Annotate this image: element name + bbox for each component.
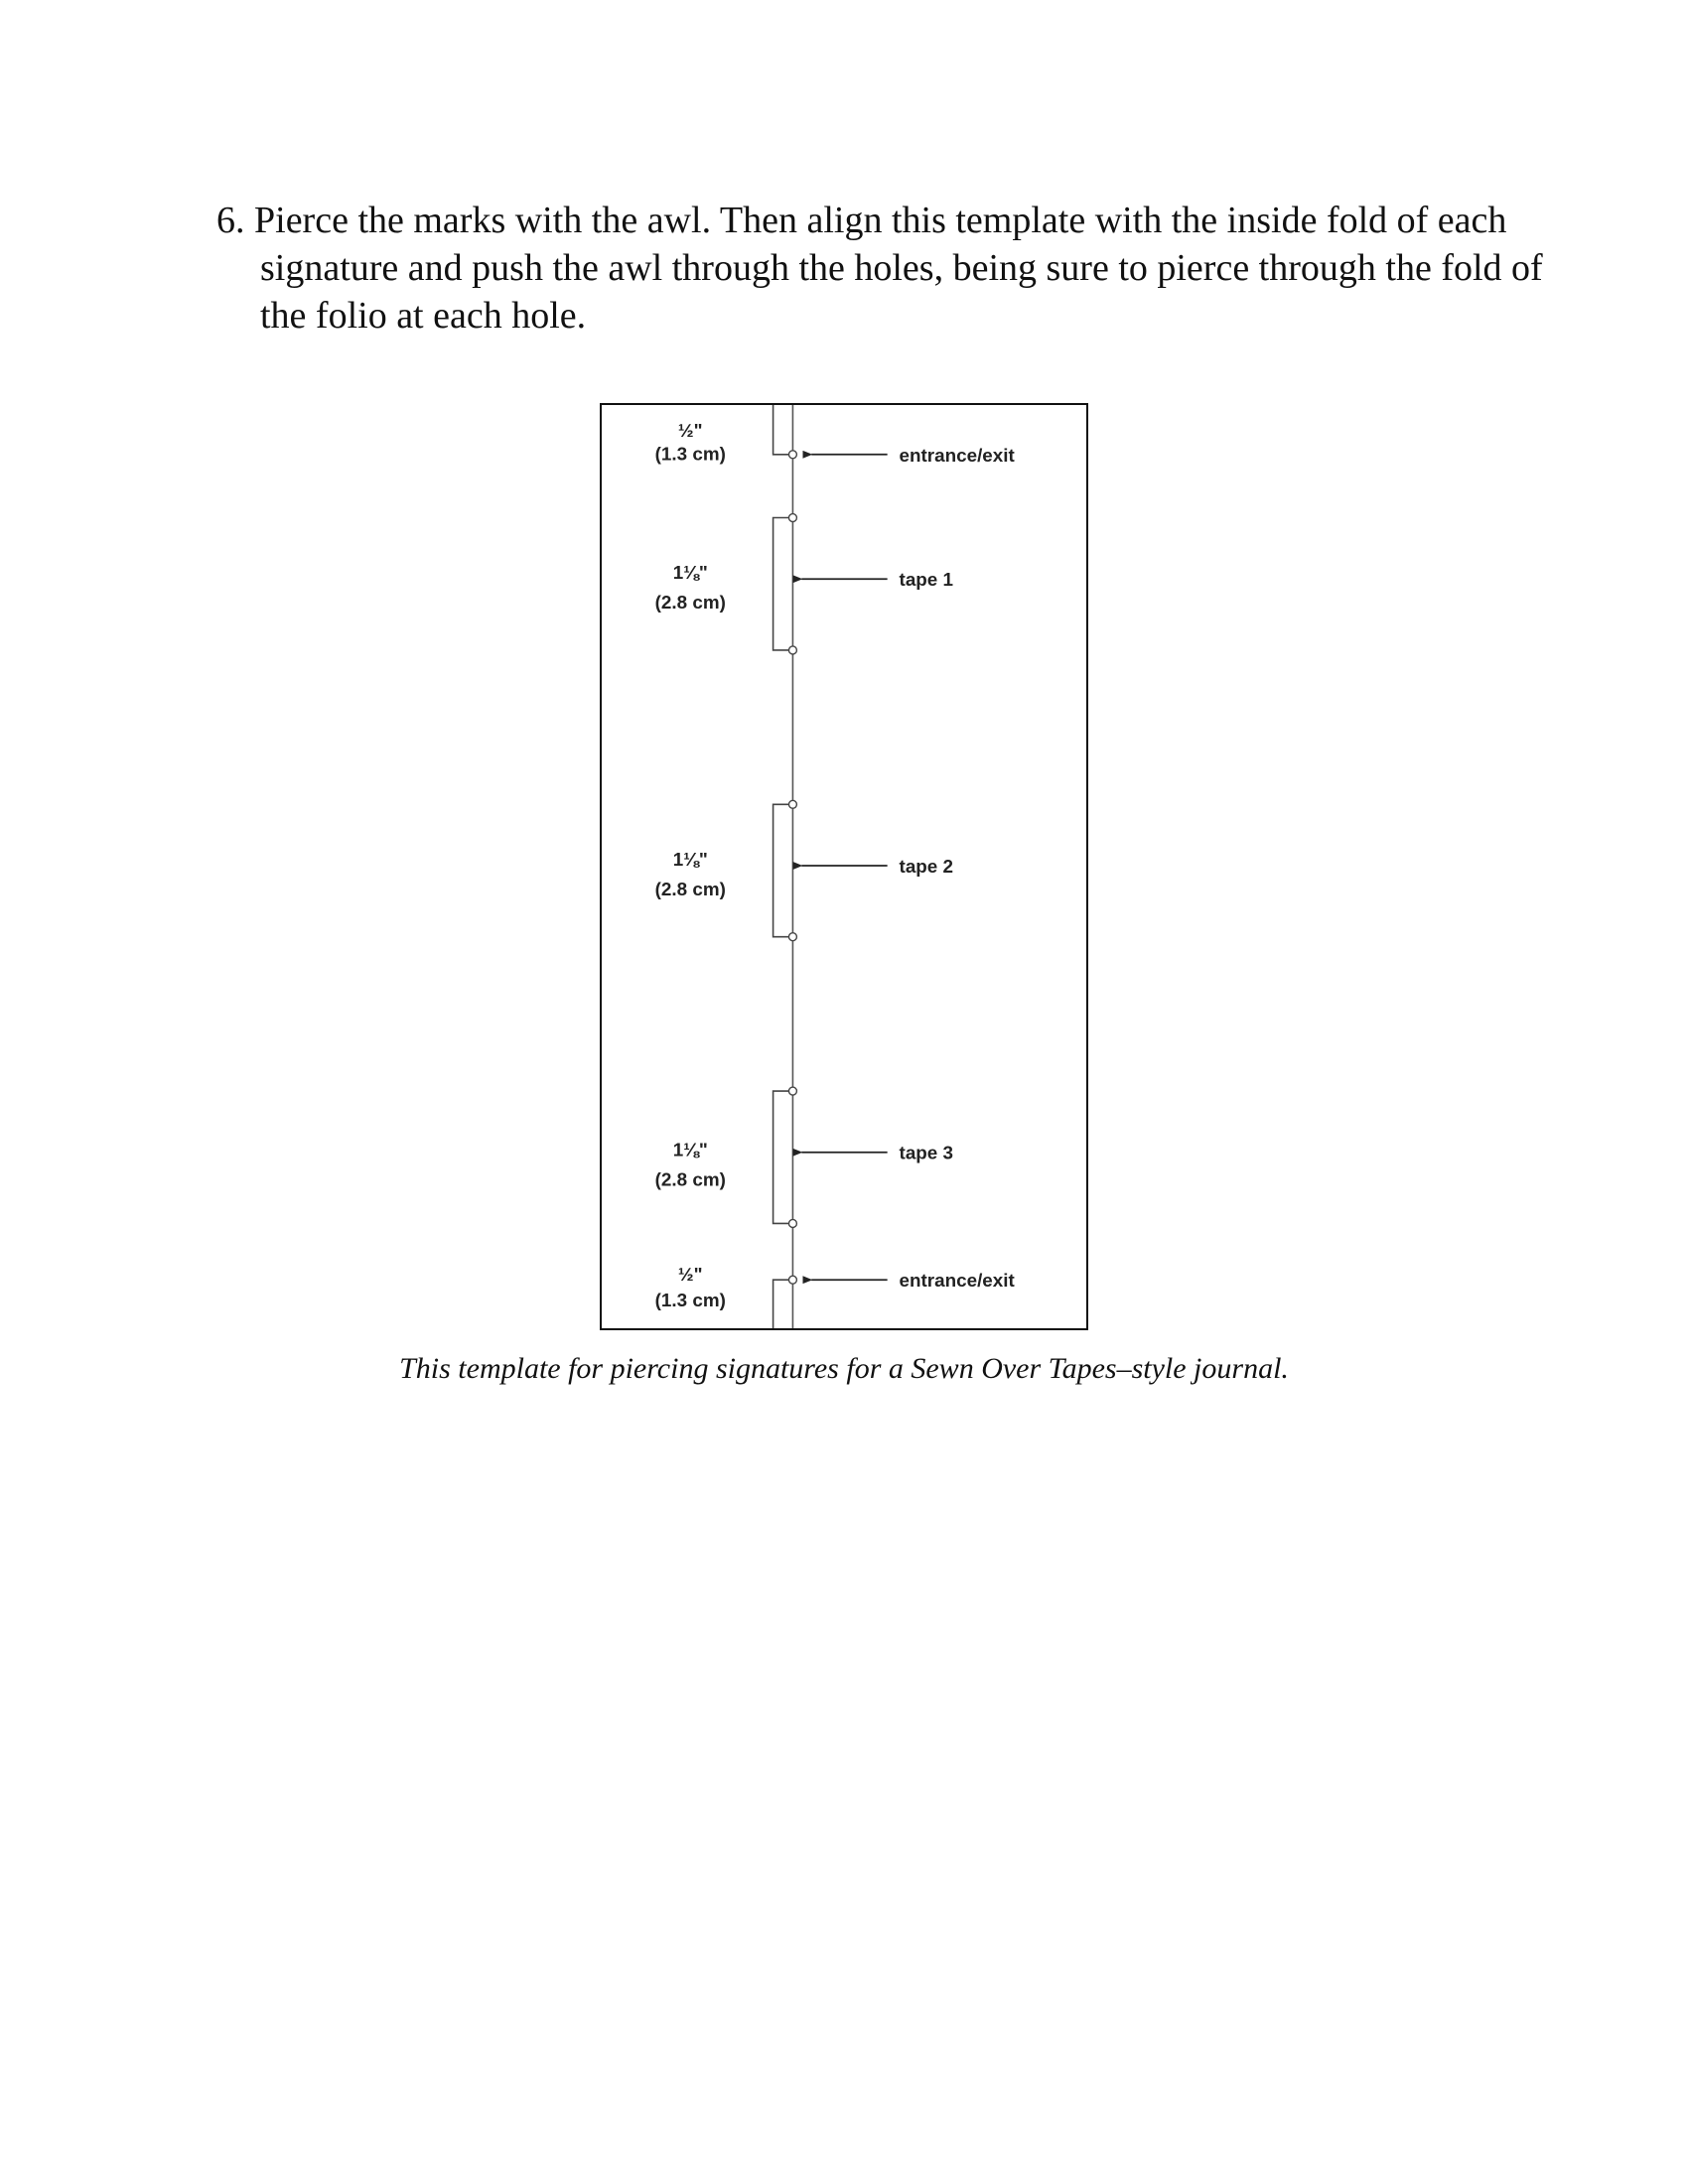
measure-label: 1⅛" [672, 1140, 708, 1161]
hole-tape-1-top [788, 514, 796, 522]
pointer-label-entrance-exit: entrance/exit [899, 1271, 1015, 1293]
hole-tape-2-bottom [788, 933, 796, 941]
bracket-bottom-partial [774, 1280, 793, 1328]
hole-tape-1-bottom [788, 646, 796, 654]
step-number: 6. [216, 200, 245, 241]
bracket-tape-3 [774, 1091, 793, 1223]
measure-label: ½" [677, 420, 703, 442]
step-text: Pierce the marks with the awl. Then align this template with the inside fold of each signature and push the awl through the holes, being sure to pierce through the fold of the folio at each hole. [254, 200, 1543, 337]
piercing-template-diagram [602, 405, 1086, 1328]
pointer-label-entrance-exit: entrance/exit [899, 445, 1015, 467]
figure-caption: This template for piercing signatures for a Sewn Over Tapes–style journal. [399, 1352, 1289, 1385]
measure-label: 1⅛" [672, 849, 708, 872]
bracket-tape-1 [774, 518, 793, 650]
bracket-tape-2 [774, 804, 793, 936]
hole-tape-3-bottom [788, 1219, 796, 1227]
pointer-label-tape-2: tape 2 [899, 856, 954, 878]
metric-label: (1.3 cm) [654, 1291, 726, 1312]
measure-label: 1⅛" [672, 563, 708, 585]
metric-label: (2.8 cm) [654, 1169, 726, 1191]
hole-entrance-bottom [788, 1276, 796, 1284]
hole-entrance-top [788, 451, 796, 459]
measure-label: ½" [677, 1265, 703, 1287]
pointer-label-tape-3: tape 3 [899, 1143, 954, 1164]
metric-label: (2.8 cm) [654, 593, 726, 614]
metric-label: (1.3 cm) [654, 444, 726, 466]
hole-tape-3-top [788, 1087, 796, 1095]
hole-tape-2-top [788, 800, 796, 808]
bracket-top-partial [774, 405, 793, 455]
metric-label: (2.8 cm) [654, 879, 726, 900]
pointer-label-tape-1: tape 1 [899, 570, 954, 592]
instruction-step [216, 197, 1551, 340]
piercing-template-figure [600, 403, 1088, 1330]
